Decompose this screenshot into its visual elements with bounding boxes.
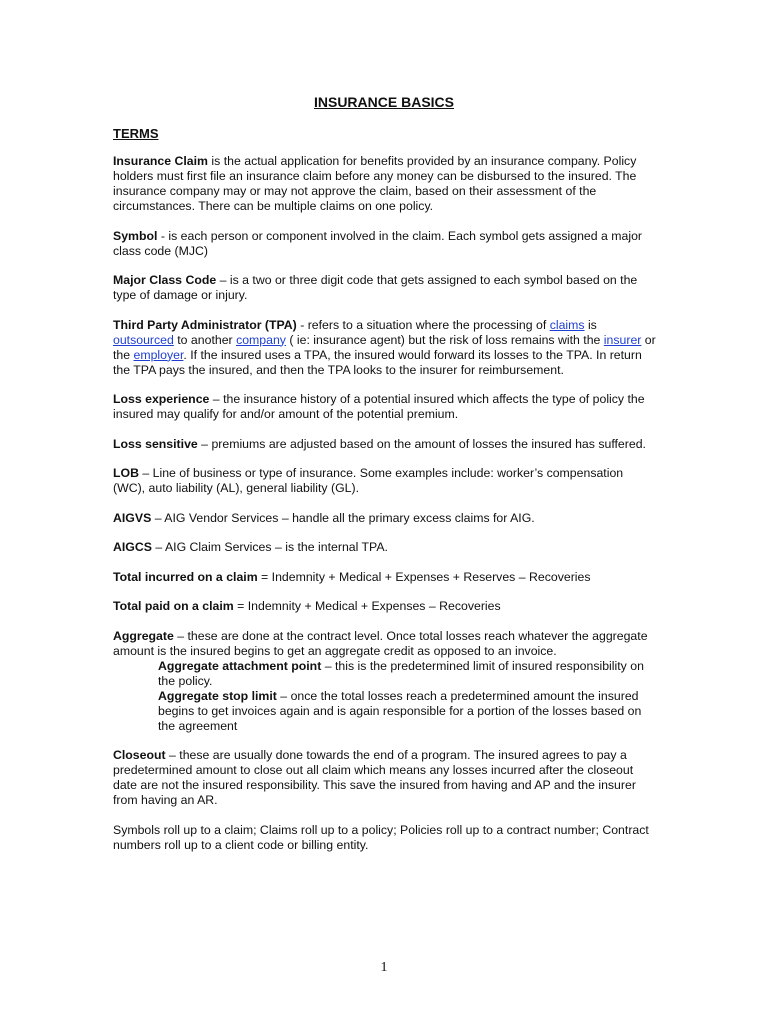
term-insurance-claim	[113, 154, 658, 214]
term-label: Third Party Administrator (TPA)	[113, 317, 297, 332]
term-definition: – these are usually done towards the end of a program. The insured agrees to pay a predetermined amount to close out all claim which means any losses incurred after the closeout date are not the insured responsibility. This save the insured from having and AP and the insurer from having an AR.	[113, 748, 636, 807]
term-label: Total incurred on a claim	[113, 569, 258, 584]
term-label: AIGCS	[113, 540, 152, 554]
term-definition: = Indemnity + Medical + Expenses – Recoveries	[233, 599, 501, 613]
term-definition: or the	[113, 332, 656, 362]
term-definition: – this is the predetermined limit of insured responsibility on the policy.	[158, 658, 644, 688]
rollup-note: Symbols roll up to a claim; Claims roll up to a policy; Policies roll up to a contract number; Contract numbers roll up to a client code or billing entity.	[113, 822, 649, 852]
term-definition: – AIG Vendor Services – handle all the primary excess claims for AIG.	[151, 510, 535, 525]
term-definition: – premiums are adjusted based on the amount of losses the insured has suffered.	[197, 436, 646, 451]
document-title: INSURANCE BASICS	[313, 94, 454, 110]
term-label: Aggregate attachment point	[158, 658, 322, 673]
term-definition: to another	[173, 332, 237, 347]
link-claims[interactable]: claims	[549, 317, 585, 332]
link-employer[interactable]: employer	[133, 347, 184, 362]
term-definition: – the insurance history of a potential insured which affects the type of policy the insured may qualify for and/or amount of the potential premium.	[113, 392, 645, 421]
term-major-class-code	[113, 273, 658, 303]
term-definition: - is each person or component involved in the claim. Each symbol gets assigned a major class code (MJC)	[113, 228, 643, 258]
term-aggregate	[113, 629, 658, 734]
term-symbol	[113, 229, 658, 259]
term-definition: is the actual application for benefits provided by an insurance company. Policy holders must first file an insurance claim before any money can be disbursed to the insured. The insurance company may or may not approve the claim, based on their assessment of the circumstances. There can be multiple claims on one policy.	[113, 154, 637, 213]
term-definition: – Line of business or type of insurance. Some examples include: worker’s compensation (WC), auto liability (AL), general liability (GL).	[113, 466, 624, 495]
term-aigvs	[113, 511, 658, 526]
term-loss-sensitive	[113, 437, 658, 452]
term-label: Closeout	[113, 748, 166, 762]
term-definition: . If the insured uses a TPA, the insured would forward its losses to the TPA. In return the TPA pays the insured, and then the TPA looks to the insurer for reimbursement.	[113, 347, 642, 377]
term-label: Loss experience	[113, 392, 210, 406]
link-company[interactable]: company	[236, 332, 286, 347]
term-label: Aggregate stop limit	[158, 688, 277, 703]
term-definition: – once the total losses reach a predetermined amount the insured begins to get invoices again and is again responsible for a portion of the losses based on the agreement	[158, 688, 642, 733]
term-aggregate-stop-limit	[158, 689, 658, 734]
term-loss-experience	[113, 392, 658, 422]
term-tpa	[113, 318, 658, 378]
term-label: Total paid on a claim	[113, 599, 234, 613]
term-definition: ( ie: insurance agent) but the risk of loss remains with the	[285, 332, 604, 347]
term-lob	[113, 466, 658, 496]
term-label: Major Class Code	[113, 273, 217, 287]
term-definition: - refers to a situation where the processing of	[296, 317, 550, 332]
link-insurer[interactable]: insurer	[603, 332, 642, 347]
aggregate-main	[113, 629, 658, 659]
link-outsourced[interactable]: outsourced	[113, 332, 174, 347]
term-label: Aggregate	[113, 628, 174, 643]
term-definition: – AIG Claim Services – is the internal TPA.	[151, 540, 388, 554]
terms-content	[113, 154, 658, 867]
term-total-paid	[113, 599, 658, 614]
term-definition: – these are done at the contract level. Once total losses reach whatever the aggregate amount is the insured begins to get an aggregate credit as opposed to an invoice.	[113, 628, 648, 658]
term-label: Loss sensitive	[113, 436, 198, 451]
term-label: LOB	[113, 466, 139, 480]
term-label: Insurance Claim	[113, 154, 208, 168]
term-definition: is	[584, 317, 597, 332]
term-definition: – is a two or three digit code that gets assigned to each symbol based on the type of damage or injury.	[113, 273, 638, 302]
page-number: 1	[380, 960, 388, 975]
term-label: Symbol	[113, 228, 158, 243]
term-definition: = Indemnity + Medical + Expenses + Reserves – Recoveries	[257, 569, 591, 584]
term-closeout	[113, 748, 658, 808]
section-heading-terms: TERMS	[113, 126, 159, 141]
term-label: AIGVS	[113, 510, 152, 525]
term-aigcs	[113, 540, 658, 555]
term-total-incurred	[113, 570, 658, 585]
term-aggregate-attachment-point	[158, 659, 658, 689]
